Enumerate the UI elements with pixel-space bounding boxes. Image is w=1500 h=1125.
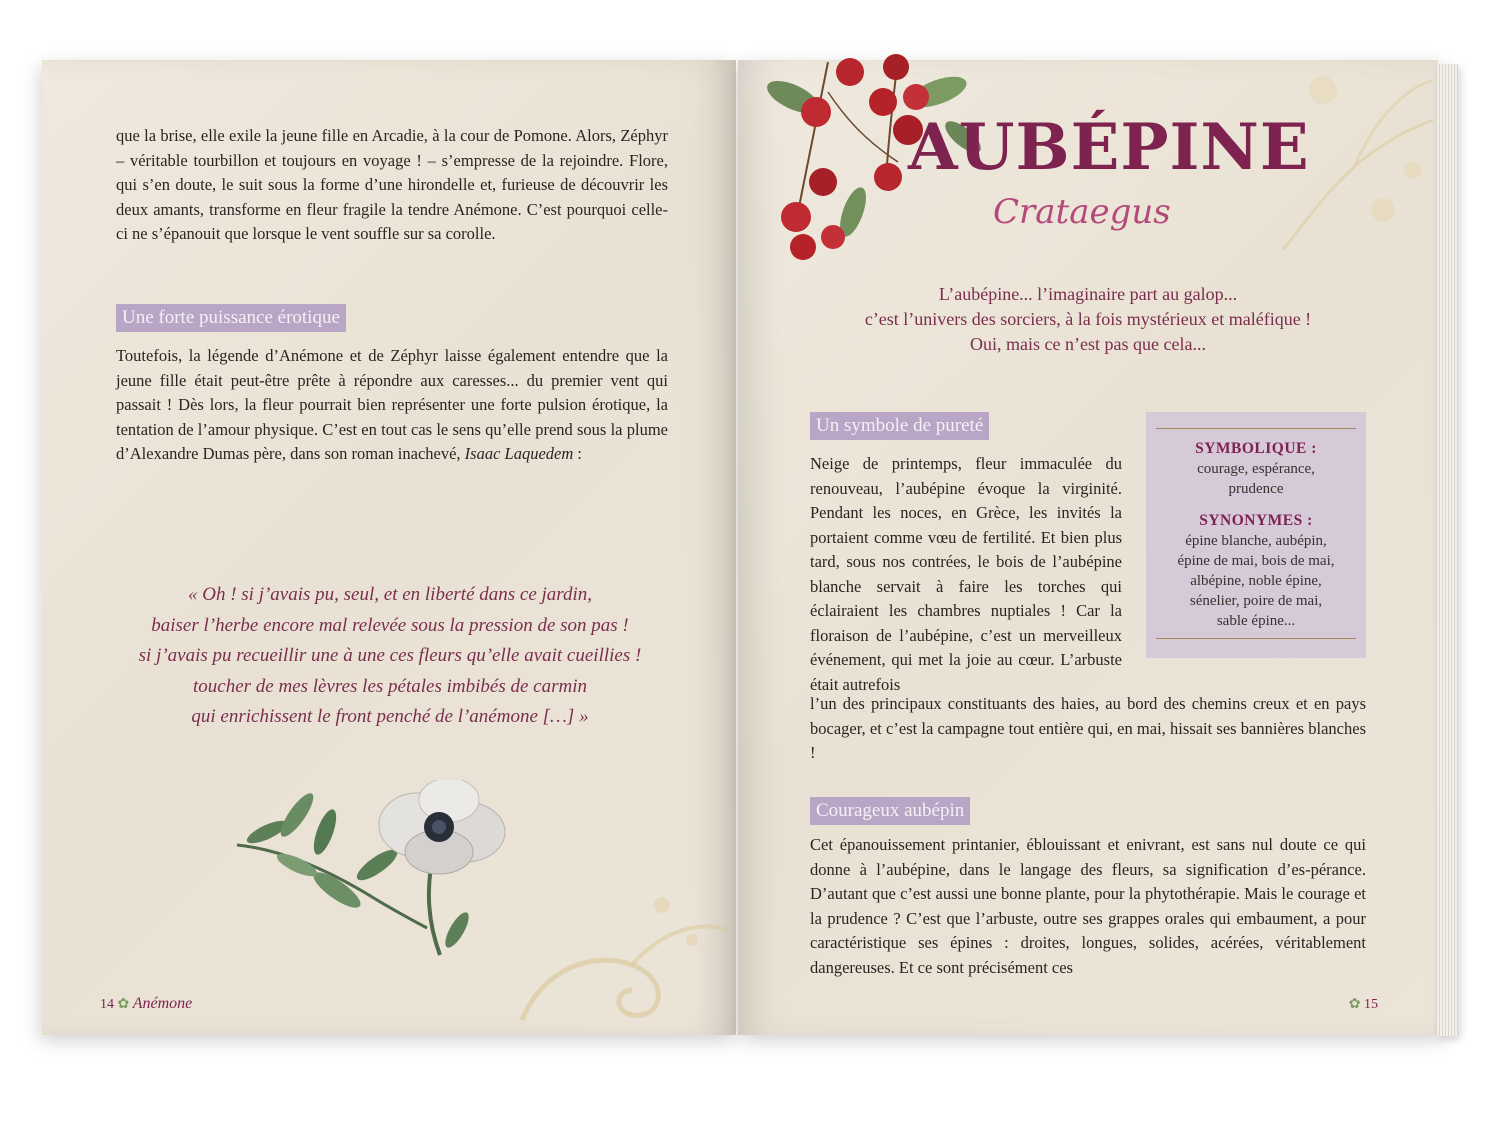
info-box (1146, 412, 1366, 658)
quote-line: « Oh ! si j’avais pu, seul, et en liberté dans ce jardin, (187, 584, 593, 605)
synonym-line: épine de mai, bois de mai, (1177, 553, 1335, 569)
page-edges (1436, 64, 1458, 1036)
quote-line: baiser l’herbe encore mal relevée sous la pression de son pas ! (151, 614, 629, 636)
intro-line: c’est l’univers des sorciers, à la fois mystérieux et maléfique ! (864, 309, 1312, 329)
right-page (738, 60, 1438, 1035)
symbolique-block (1146, 439, 1366, 499)
synonym-line: sable épine... (1216, 613, 1296, 629)
symbolique-line: prudence (1228, 481, 1284, 497)
latin-name: Crataegus (993, 192, 1171, 232)
chapter-name: Anémone (132, 995, 193, 1012)
dumas-quote (112, 580, 668, 733)
folio-left (100, 995, 192, 1013)
quote-line: qui enrichissent le front penché de l’anémone […] » (191, 706, 589, 727)
paragraph-dumas (116, 344, 668, 467)
section-heading-courage: Courageux aubépin (810, 797, 970, 825)
leaf-icon: ✿ (117, 997, 130, 1012)
leaf-icon: ✿ (1348, 997, 1361, 1012)
symbolique-heading: SYMBOLIQUE : (1195, 440, 1317, 457)
section-heading-purity: Un symbole de pureté (810, 412, 989, 440)
page-number: 15 (1364, 997, 1378, 1012)
intro (778, 282, 1398, 357)
synonym-line: albépine, noble épine, (1190, 573, 1322, 589)
swirl-ornament (512, 880, 732, 1030)
page-number: 14 (100, 997, 114, 1012)
synonym-line: sénelier, poire de mai, (1189, 593, 1323, 609)
synonymes-block (1146, 511, 1366, 631)
paragraph-myth-ending: que la brise, elle exile la jeune fille en Arcadie, à la cour de Pomone. Alors, Zéphyr – véritable tourbillon et toujours en voyage ! – s’empresse de la rejoindre. Flore, qui s’en doute, le suit sous la forme d’une hirondelle et, furieuse de découvrir les deux amants, transforme en fleur fragile la tendre Anémone. C’est pourquoi celle-ci ne s’épanouit que lorsque le vent souffle sur sa corolle. (116, 126, 668, 243)
section-heading-erotic-power: Une forte puissance érotique (116, 304, 346, 332)
quote-line: si j’avais pu recueillir une à une ces fleurs qu’elle avait cueillies ! (138, 645, 642, 666)
paragraph-dumas-text: Toutefois, la légende d’Anémone et de Zéphyr laisse également entendre que la jeune fille était peut-être prête à répondre aux caresses... du premier vent qui passait ! Dès lors, la fleur pourrait bien représenter une forte pulsion érotique, la tentation de l’amour physique. C’est en tout cas le sens qu’elle prend sous la plume d’Alexandre Dumas père, dans son roman inachevé, (116, 346, 668, 463)
symbolique-line: courage, espérance, (1197, 461, 1315, 477)
paragraph-purity-continued: l’un des principaux constituants des haies, au bord des chemins creux et en pays bocager, et c’est la campagne tout entière qui, en mai, hissait ses bannières blanches ! (810, 694, 1366, 762)
anemone-illustration (227, 780, 527, 960)
synonym-line: épine blanche, aubépin, (1185, 533, 1327, 549)
quote-line: toucher de mes lèvres les pétales imbibés de carmin (193, 675, 587, 697)
left-page (42, 60, 736, 1035)
paragraph-courage: Cet épanouissement printanier, éblouissant et enivrant, est sans nul doute ce qui donne à l’aubépine, dans le langage des fleurs, sa signification d’es-pérance. D’autant que c’est aussi une bonne plante, pour la phytothérapie. Mais le courage et la prudence ? C’est que l’arbuste, outre ses grappes orales qui embaument, a pour caractéristique ses épines : droites, longues, solides, acérées, véritablement dangereuses. Et ce sont précisément ces (810, 835, 1366, 977)
book-title: Isaac Laquedem (464, 444, 574, 463)
intro-line: L’aubépine... l’imaginaire part au galop... (938, 284, 1238, 304)
divider (1156, 428, 1356, 429)
page-title: AUBÉPINE (908, 110, 1310, 185)
synonymes-heading: SYNONYMES : (1199, 512, 1313, 529)
paragraph-purity: Neige de printemps, fleur immaculée du renouveau, l’aubépine évoque la virginité. Pendant les noces, en Grèce, les invités la portaient comme vœu de fertilité. Et bien plus tard, sous nos contrées, le bois de l’aubépine blanche servait à faire les torches qui éclairaient les chambres nuptiales ! Car la floraison de l’aubépine, c’est un merveilleux événement, qui met la joie au cœur. L’arbuste était autrefois (810, 454, 1122, 694)
intro-line: Oui, mais ce n’est pas que cela... (970, 334, 1206, 354)
divider (1156, 638, 1356, 639)
paragraph-dumas-end: : (573, 444, 582, 463)
folio-right (1349, 996, 1378, 1013)
